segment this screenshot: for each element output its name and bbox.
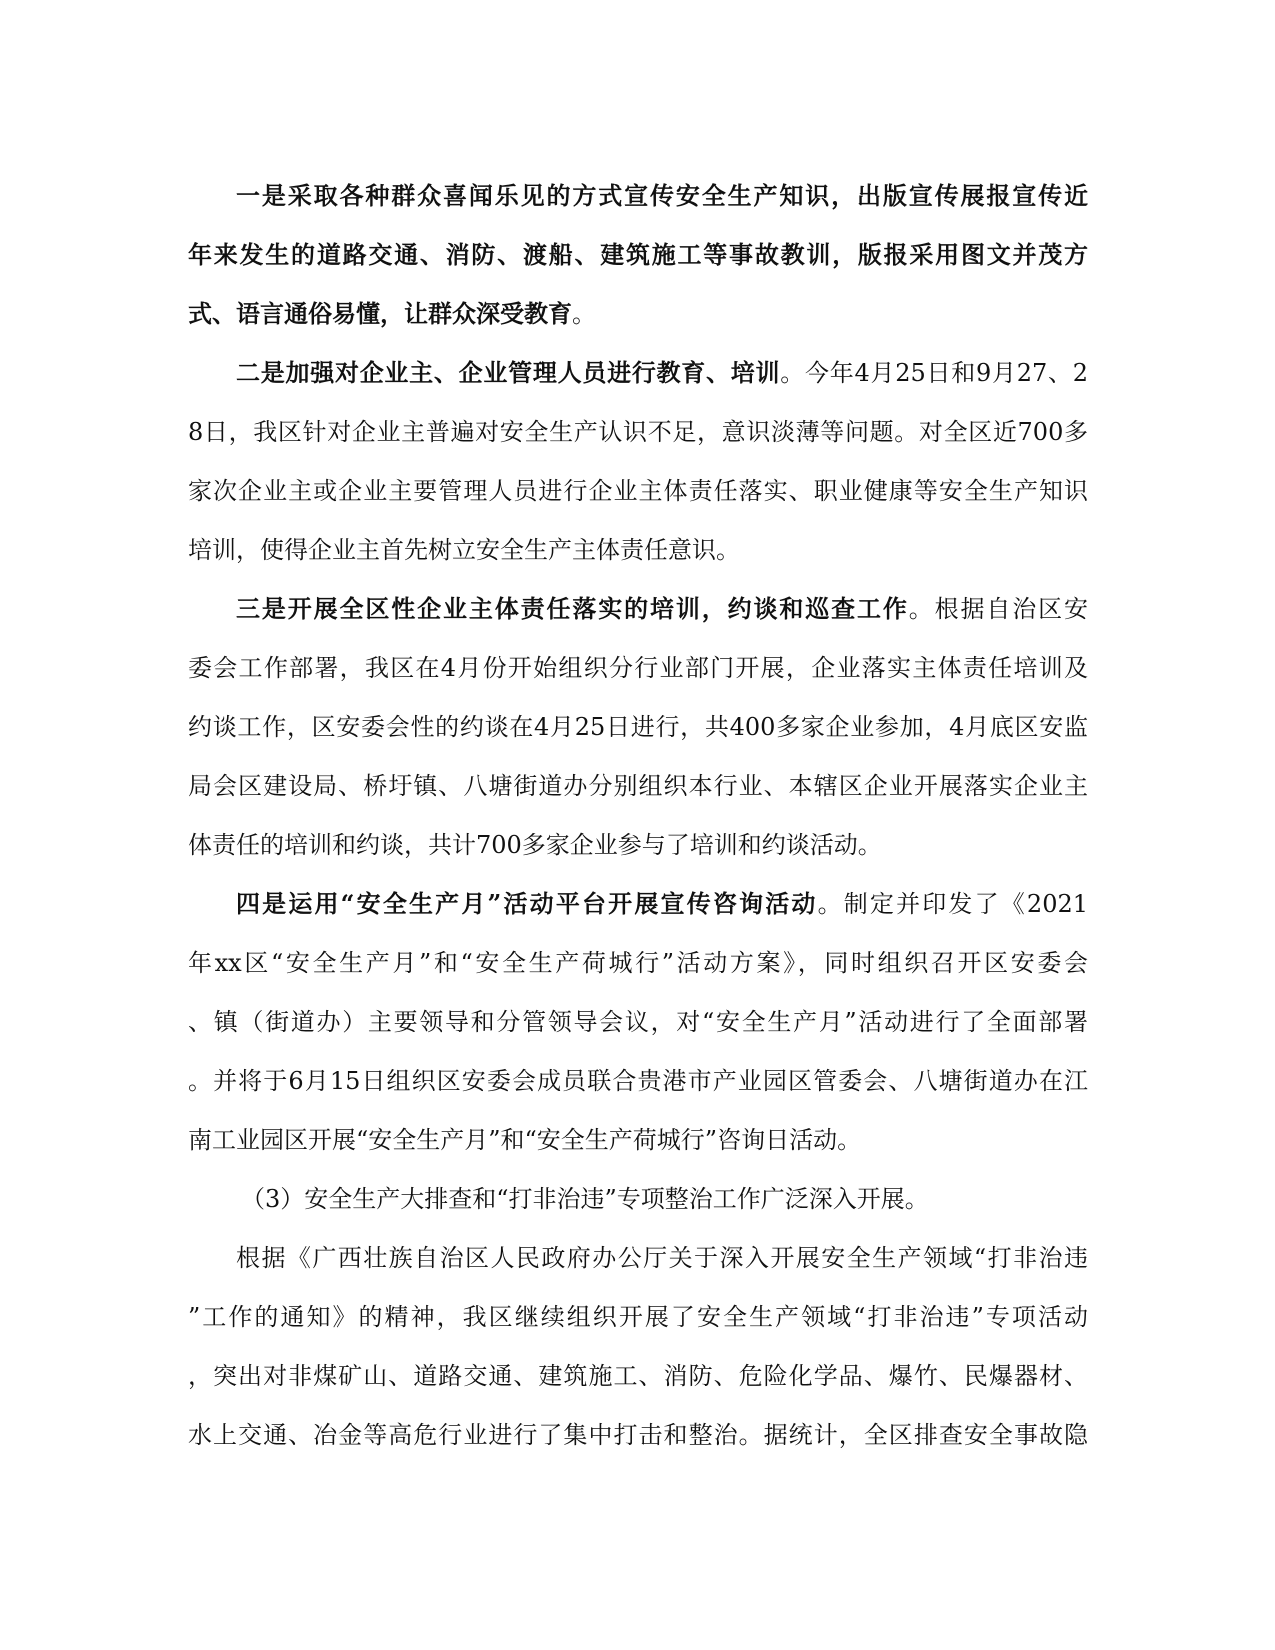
normal-text: 家次企业主或企业主要管理人员进行企业主体责任落实、职业健康等安全生产知识 (188, 477, 1088, 505)
text-line (188, 697, 1088, 756)
text-line (188, 343, 1088, 402)
bold-text: 四是运用“安全生产月”活动平台开展宣传咨询活动 (236, 889, 818, 918)
paragraph-3 (188, 579, 1088, 874)
normal-text: 培训，使得企业主首先树立安全生产主体责任意识。 (188, 536, 740, 564)
text-line (188, 1287, 1088, 1346)
normal-text: 。根据自治区安 (908, 595, 1088, 623)
text-line (188, 756, 1088, 815)
normal-text: 。并将于6月15日组织区安委会成员联合贵港市产业园区管委会、八塘街道办在江 (188, 1067, 1088, 1095)
text-line (188, 284, 1088, 343)
normal-text: 局会区建设局、桥圩镇、八塘街道办分别组织本行业、本辖区企业开展落实企业主 (188, 772, 1088, 800)
document-body (188, 166, 1088, 1464)
normal-text: 。制定并印发了《2021 (817, 890, 1089, 918)
normal-text: 水上交通、冶金等高危行业进行了集中打击和整治。据统计，全区排查安全事故隐 (188, 1421, 1088, 1449)
normal-text: ”工作的通知》的精神，我区继续组织开展了安全生产领域“打非治违”专项活动 (188, 1303, 1088, 1331)
normal-text: 南工业园区开展“安全生产月”和“安全生产荷城行”咨询日活动。 (188, 1126, 862, 1154)
bold-text: 式、语言通俗易懂，让群众深受教育 (188, 299, 572, 328)
paragraph-6 (188, 1228, 1088, 1464)
normal-text: ，突出对非煤矿山、道路交通、建筑施工、消防、危险化学品、爆竹、民爆器材、 (188, 1362, 1088, 1390)
bold-text: 年来发生的道路交通、消防、渡船、建筑施工等事故教训，版报采用图文并茂方 (188, 240, 1088, 269)
text-line (188, 166, 1088, 225)
text-line (188, 992, 1088, 1051)
paragraph-2 (188, 343, 1088, 579)
text-line (188, 520, 1088, 579)
normal-text: 。今年4月25日和9月27、2 (780, 359, 1088, 387)
text-line (188, 1051, 1088, 1110)
normal-text: （3）安全生产大排查和“打非治违”专项整治工作广泛深入开展。 (241, 1185, 929, 1213)
paragraph-1 (188, 166, 1088, 343)
text-line (188, 579, 1088, 638)
normal-text: 根据《广西壮族自治区人民政府办公厅关于深入开展安全生产领域“打非治违 (236, 1244, 1088, 1272)
text-line (188, 1228, 1088, 1287)
section-heading-3 (188, 1169, 1088, 1228)
text-line (188, 933, 1088, 992)
text-line (188, 815, 1088, 874)
normal-text: 。 (572, 300, 596, 328)
normal-text: 约谈工作，区安委会性的约谈在4月25日进行，共400多家企业参加，4月底区安监 (188, 713, 1088, 741)
paragraph-4 (188, 874, 1088, 1169)
bold-text: 三是开展全区性企业主体责任落实的培训，约谈和巡查工作 (236, 594, 909, 623)
bold-text: 二是加强对企业主、企业管理人员进行教育、培训 (236, 358, 781, 387)
text-line (188, 402, 1088, 461)
text-line (188, 225, 1088, 284)
text-line (188, 874, 1088, 933)
normal-text: 8日，我区针对企业主普遍对安全生产认识不足，意识淡薄等问题。对全区近700多 (188, 418, 1088, 446)
text-line (188, 638, 1088, 697)
text-line (188, 1169, 1088, 1228)
text-line (188, 1110, 1088, 1169)
normal-text: 委会工作部署，我区在4月份开始组织分行业部门开展，企业落实主体责任培训及 (188, 654, 1088, 682)
normal-text: 体责任的培训和约谈，共计700多家企业参与了培训和约谈活动。 (188, 831, 882, 859)
normal-text: 年xx区“安全生产月”和“安全生产荷城行”活动方案》，同时组织召开区安委会 (188, 949, 1088, 977)
bold-text: 一是采取各种群众喜闻乐见的方式宣传安全生产知识，出版宣传展报宣传近 (236, 181, 1088, 210)
normal-text: 、镇（街道办）主要领导和分管领导会议，对“安全生产月”活动进行了全面部署 (188, 1008, 1088, 1036)
text-line (188, 1346, 1088, 1405)
text-line (188, 461, 1088, 520)
text-line (188, 1405, 1088, 1464)
